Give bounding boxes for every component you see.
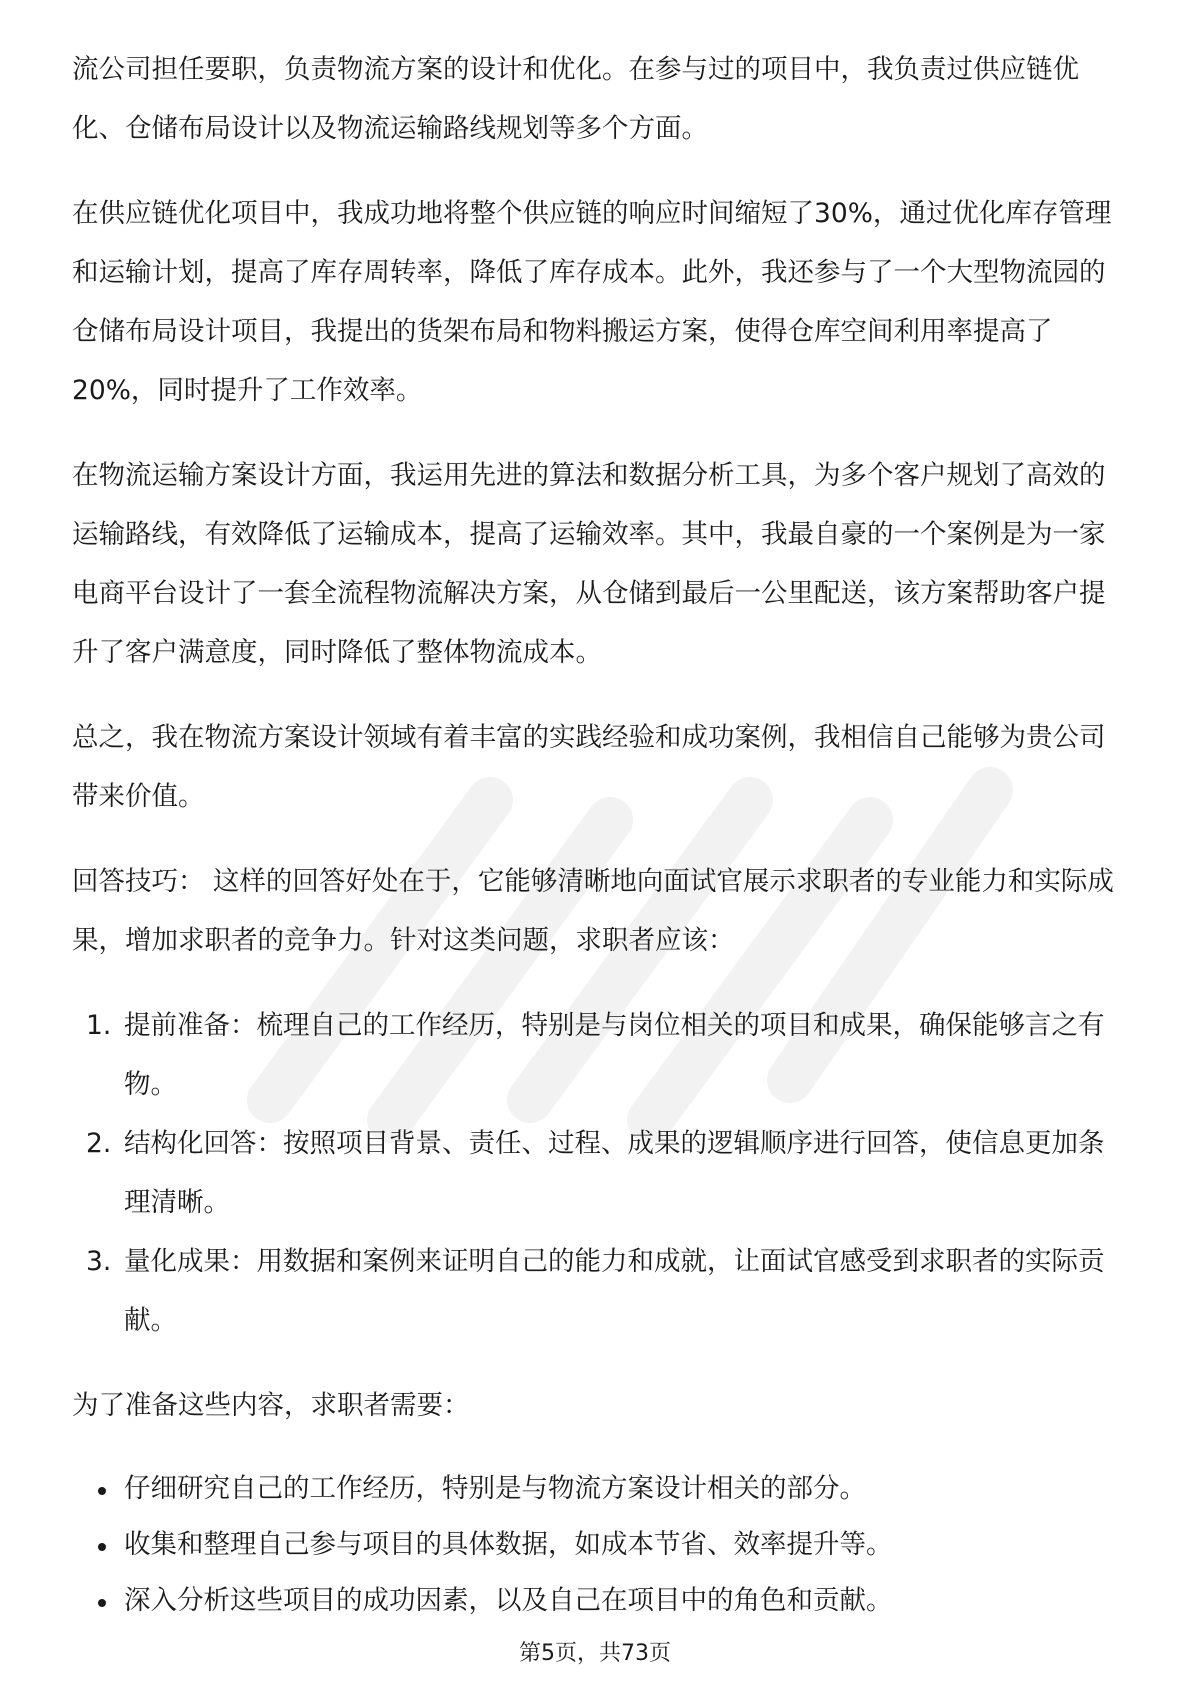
paragraph-answer-tips: 回答技巧： 这样的回答好处在于，它能够清晰地向面试官展示求职者的专业能力和实际成果，增加求职者的竞争力。针对这类问题，求职者应该： bbox=[72, 866, 1114, 956]
bullet-icon bbox=[98, 1543, 106, 1551]
list-item-text: 仔细研究自己的工作经历，特别是与物流方案设计相关的部分。 bbox=[124, 1473, 866, 1504]
list-number: 3. bbox=[86, 1246, 112, 1277]
list-item-text: 提前准备：梳理自己的工作经历，特别是与岗位相关的项目和成果，确保能够言之有物。 bbox=[124, 1010, 1105, 1100]
list-item bbox=[72, 1573, 1122, 1629]
list-item bbox=[72, 1114, 1122, 1232]
bullet-icon bbox=[98, 1487, 106, 1495]
paragraph-experience-intro: 流公司担任要职，负责物流方案的设计和优化。在参与过的项目中，我负责过供应链优化、仓储布局设计以及物流运输路线规划等多个方面。 bbox=[72, 54, 1079, 144]
list-item bbox=[72, 1461, 1122, 1517]
list-item-text: 结构化回答：按照项目背景、责任、过程、成果的逻辑顺序进行回答，使信息更加条理清晰。 bbox=[124, 1128, 1105, 1218]
paragraph-transport-design: 在物流运输方案设计方面，我运用先进的算法和数据分析工具，为多个客户规划了高效的运输路线，有效降低了运输成本，提高了运输效率。其中，我最自豪的一个案例是为一家电商平台设计了一套全流程物流解决方案，从仓储到最后一公里配送，该方案帮助客户提升了客户满意度，同时降低了整体物流成本。 bbox=[72, 460, 1106, 668]
list-item bbox=[72, 1517, 1122, 1573]
document-page bbox=[72, 40, 1122, 1655]
numbered-list bbox=[72, 996, 1122, 1350]
list-item bbox=[72, 1232, 1122, 1350]
bullet-list bbox=[72, 1461, 1122, 1629]
bullet-icon bbox=[98, 1599, 106, 1607]
list-item-text: 量化成果：用数据和案例来证明自己的能力和成就，让面试官感受到求职者的实际贡献。 bbox=[124, 1246, 1105, 1336]
list-item bbox=[72, 996, 1122, 1114]
list-number: 2. bbox=[86, 1128, 112, 1159]
paragraph-supply-chain: 在供应链优化项目中，我成功地将整个供应链的响应时间缩短了30%，通过优化库存管理和运输计划，提高了库存周转率，降低了库存成本。此外，我还参与了一个大型物流园的仓储布局设计项目，我提出的货架布局和物料搬运方案，使得仓库空间利用率提高了20%，同时提升了工作效率。 bbox=[72, 198, 1112, 406]
page-number: 第5页，共73页 bbox=[519, 1641, 671, 1666]
list-item-text: 深入分析这些项目的成功因素，以及自己在项目中的角色和贡献。 bbox=[124, 1585, 893, 1616]
list-item-text: 收集和整理自己参与项目的具体数据，如成本节省、效率提升等。 bbox=[124, 1529, 893, 1560]
paragraph-preparation: 为了准备这些内容，求职者需要： bbox=[72, 1390, 470, 1421]
paragraph-conclusion: 总之，我在物流方案设计领域有着丰富的实践经验和成功案例，我相信自己能够为贵公司带来价值。 bbox=[72, 722, 1106, 812]
list-number: 1. bbox=[86, 1010, 112, 1041]
